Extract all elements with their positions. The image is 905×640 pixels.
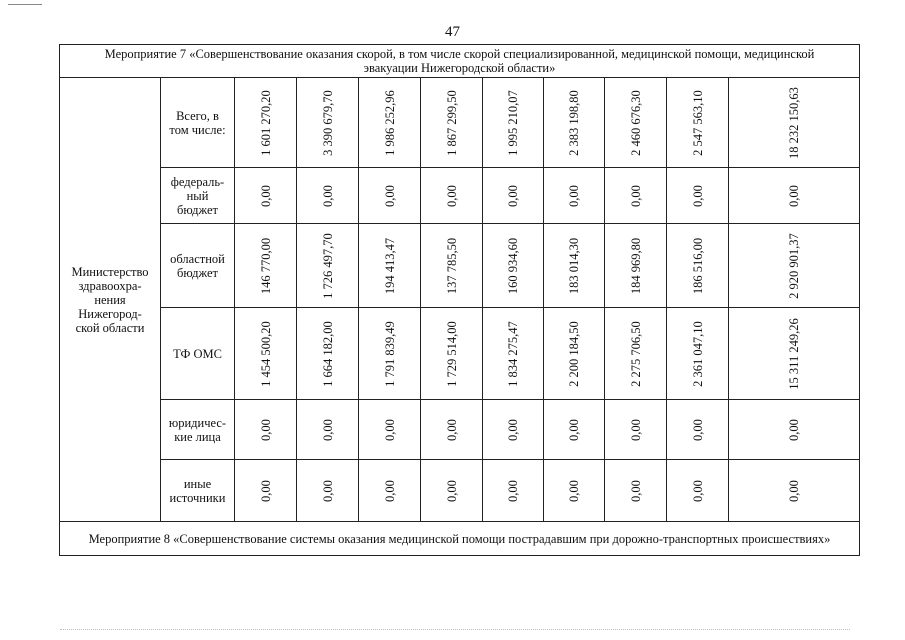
amount-value: 0,00 [382, 184, 397, 207]
funding-source-cell [161, 308, 235, 400]
total-value-cell [729, 78, 860, 168]
amount-value: 0,00 [444, 184, 459, 207]
amount-value: 0,00 [628, 479, 643, 502]
amount-value: 2 361 047,10 [690, 320, 705, 387]
year-value-cell [667, 224, 729, 308]
year-value-cell [297, 400, 359, 460]
year-value-cell [483, 224, 544, 308]
amount-value: 160 934,60 [506, 237, 520, 294]
year-value-cell [359, 78, 421, 168]
table-row [60, 78, 860, 168]
year-value-cell [605, 460, 667, 522]
amount-value: 137 785,50 [444, 237, 459, 294]
funding-source-label: источники [169, 490, 226, 505]
year-value-cell [483, 308, 544, 400]
amount-value: 146 770,00 [258, 237, 273, 294]
total-value-cell [729, 308, 860, 400]
amount-value: 0,00 [320, 479, 335, 502]
amount-value: 0,00 [506, 184, 520, 207]
organization-line: Министерство [71, 264, 149, 279]
year-value-cell [235, 400, 297, 460]
amount-value: 2 200 184,50 [567, 320, 581, 387]
year-value-cell [359, 224, 421, 308]
year-value-cell [359, 460, 421, 522]
amount-value: 0,00 [690, 479, 705, 502]
year-value-cell [297, 78, 359, 168]
funding-source-cell [161, 78, 235, 168]
year-value-cell [605, 308, 667, 400]
total-value-cell [729, 460, 860, 522]
amount-value: 0,00 [382, 479, 397, 502]
amount-value: 0,00 [258, 479, 273, 502]
amount-value: 0,00 [567, 418, 581, 441]
amount-value: 1 995 210,07 [506, 89, 520, 156]
amount-value: 0,00 [567, 184, 581, 207]
year-value-cell [544, 400, 605, 460]
amount-value: 2 460 676,30 [628, 89, 643, 156]
amount-value: 18 232 150,63 [787, 86, 801, 159]
year-value-cell [544, 460, 605, 522]
funding-source-label: федераль- [170, 174, 225, 189]
year-value-cell [359, 168, 421, 224]
amount-value: 0,00 [506, 418, 520, 441]
amount-value: 0,00 [506, 479, 520, 502]
year-value-cell [544, 308, 605, 400]
amount-value: 1 834 275,47 [506, 320, 520, 387]
amount-value: 0,00 [382, 418, 397, 441]
amount-value: 0,00 [567, 479, 581, 502]
year-value-cell [235, 78, 297, 168]
year-value-cell [605, 78, 667, 168]
measure8-title: Мероприятие 8 «Совершенствование системы оказания медицинской помощи пострадавшим при дорожно-транспортных происшествиях» [60, 522, 860, 556]
amount-value: 1 791 839,49 [382, 320, 397, 387]
amount-value: 0,00 [320, 184, 335, 207]
total-value-cell [729, 224, 860, 308]
year-value-cell [235, 308, 297, 400]
measure7-title [60, 45, 860, 78]
year-value-cell [421, 400, 483, 460]
table-body [60, 78, 860, 522]
year-value-cell [235, 460, 297, 522]
amount-value: 186 516,00 [690, 237, 705, 294]
year-value-cell [359, 400, 421, 460]
total-value-cell [729, 400, 860, 460]
amount-value: 0,00 [787, 184, 801, 207]
funding-source-cell [161, 460, 235, 522]
amount-value: 0,00 [628, 418, 643, 441]
measure8-row [60, 522, 860, 556]
year-value-cell [359, 308, 421, 400]
year-value-cell [544, 224, 605, 308]
amount-value: 0,00 [320, 418, 335, 441]
budget-table [59, 44, 860, 556]
organization-cell [60, 78, 161, 522]
amount-value: 2 275 706,50 [628, 320, 643, 387]
amount-value: 3 390 679,70 [320, 89, 335, 156]
amount-value: 0,00 [444, 418, 459, 441]
year-value-cell [667, 400, 729, 460]
year-value-cell [297, 224, 359, 308]
amount-value: 1 454 500,20 [258, 320, 273, 387]
year-value-cell [605, 400, 667, 460]
amount-value: 0,00 [444, 479, 459, 502]
funding-source-label: иные [183, 476, 212, 491]
amount-value: 184 969,80 [628, 237, 643, 294]
funding-source-label: том числе: [169, 122, 226, 137]
amount-value: 0,00 [787, 418, 801, 441]
amount-value: 1 867 299,50 [444, 89, 459, 156]
year-value-cell [297, 308, 359, 400]
table-row [60, 168, 860, 224]
year-value-cell [667, 460, 729, 522]
organization-line: нения [94, 292, 126, 307]
amount-value: 1 726 497,70 [320, 232, 335, 299]
year-value-cell [235, 224, 297, 308]
amount-value: 2 383 198,80 [567, 89, 581, 156]
scan-artifact [60, 629, 850, 630]
amount-value: 1 601 270,20 [258, 89, 273, 156]
measure7-title-line1: Мероприятие 7 «Совершенствование оказания скорой, в том числе скорой специализированной, медицинской помощи, медицинской [104, 47, 815, 61]
amount-value: 2 547 563,10 [690, 89, 705, 156]
year-value-cell [605, 168, 667, 224]
table-row [60, 224, 860, 308]
year-value-cell [421, 308, 483, 400]
amount-value: 2 920 901,37 [787, 232, 801, 299]
year-value-cell [235, 168, 297, 224]
funding-source-label: кие лица [174, 429, 221, 444]
year-value-cell [667, 308, 729, 400]
year-value-cell [421, 460, 483, 522]
funding-source-label: ный [186, 188, 209, 203]
measure7-title-line2: эвакуации Нижегородской области» [363, 61, 556, 75]
amount-value: 1 729 514,00 [444, 320, 459, 387]
table-row [60, 460, 860, 522]
funding-source-cell [161, 168, 235, 224]
amount-value: 1 986 252,96 [382, 89, 397, 156]
organization-line: Нижегород- [78, 306, 142, 321]
amount-value: 183 014,30 [567, 237, 581, 294]
year-value-cell [421, 78, 483, 168]
amount-value: 0,00 [258, 418, 273, 441]
organization-line: ской области [75, 320, 145, 335]
amount-value: 15 311 249,26 [787, 317, 801, 390]
amount-value: 0,00 [787, 479, 801, 502]
total-value-cell [729, 168, 860, 224]
year-value-cell [421, 168, 483, 224]
scan-mark [8, 4, 42, 5]
year-value-cell [483, 460, 544, 522]
amount-value: 0,00 [690, 418, 705, 441]
funding-source-label: бюджет [177, 265, 218, 280]
amount-value: 194 413,47 [382, 237, 397, 294]
year-value-cell [421, 224, 483, 308]
funding-source-cell [161, 224, 235, 308]
year-value-cell [297, 168, 359, 224]
year-value-cell [483, 168, 544, 224]
amount-value: 1 664 182,00 [320, 320, 335, 387]
funding-source-label: ТФ ОМС [173, 346, 222, 361]
year-value-cell [605, 224, 667, 308]
year-value-cell [483, 78, 544, 168]
table-row [60, 308, 860, 400]
year-value-cell [483, 400, 544, 460]
amount-value: 0,00 [690, 184, 705, 207]
funding-source-cell [161, 400, 235, 460]
year-value-cell [544, 168, 605, 224]
year-value-cell [667, 78, 729, 168]
year-value-cell [667, 168, 729, 224]
funding-source-label: юридичес- [168, 415, 227, 430]
amount-value: 0,00 [628, 184, 643, 207]
amount-value: 0,00 [258, 184, 273, 207]
funding-source-label: областной [170, 251, 225, 266]
funding-source-label: Всего, в [176, 108, 219, 123]
table-row [60, 400, 860, 460]
funding-source-label: бюджет [177, 202, 218, 217]
measure7-header-row [60, 45, 860, 78]
organization-line: здравоохра- [78, 278, 142, 293]
page-number: 47 [445, 24, 460, 40]
year-value-cell [544, 78, 605, 168]
year-value-cell [297, 460, 359, 522]
